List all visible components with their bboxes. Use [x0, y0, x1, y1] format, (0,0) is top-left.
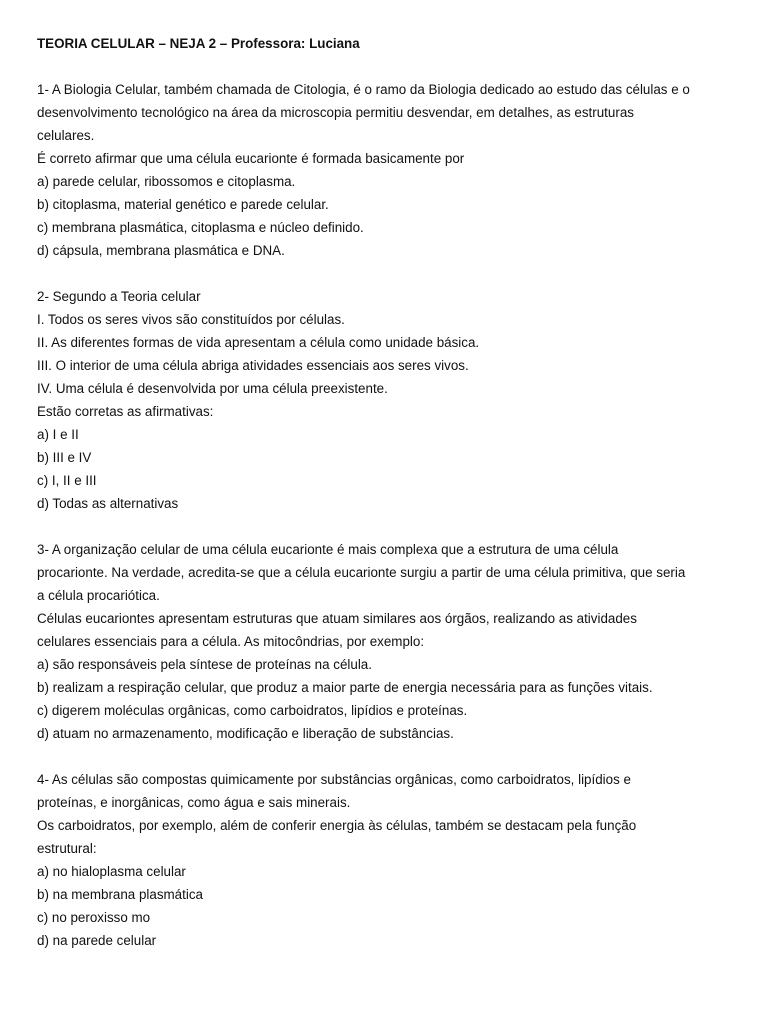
question-text-line: Células eucariontes apresentam estruturas que atuam similares aos órgãos, realizando as atividades	[37, 611, 637, 626]
answer-option-b: b) realizam a respiração celular, que produz a maior parte de energia necessária para as funções vitais.	[37, 680, 653, 695]
question-text-line: 2- Segundo a Teoria celular	[37, 289, 201, 304]
question-text-line: Os carboidratos, por exemplo, além de conferir energia às células, também se destacam pela função	[37, 818, 637, 833]
answer-option-a: a) parede celular, ribossomos e citoplasma.	[37, 174, 296, 189]
answer-option-a: a) no hialoplasma celular	[37, 864, 186, 879]
question-text-line: É correto afirmar que uma célula eucarionte é formada basicamente por	[37, 151, 465, 166]
question-text-line: proteínas, e inorgânicas, como água e sais minerais.	[37, 795, 351, 810]
document-page	[37, 32, 737, 975]
question-text-line: a célula procariótica.	[37, 588, 160, 603]
question-text-line: II. As diferentes formas de vida apresentam a célula como unidade básica.	[37, 335, 480, 350]
question-text-line: III. O interior de uma célula abriga atividades essenciais aos seres vivos.	[37, 358, 469, 373]
answer-option-d: d) Todas as alternativas	[37, 496, 179, 511]
answer-option-d: d) atuam no armazenamento, modificação e liberação de substâncias.	[37, 726, 454, 741]
question-text-line: 3- A organização celular de uma célula eucarionte é mais complexa que a estrutura de uma célula	[37, 542, 619, 557]
question-text-line: desenvolvimento tecnológico na área da microscopia permitiu desvendar, em detalhes, as estruturas	[37, 105, 634, 120]
question-2	[37, 285, 737, 515]
answer-option-c: c) digerem moléculas orgânicas, como carboidratos, lipídios e proteínas.	[37, 703, 468, 718]
question-1	[37, 78, 737, 262]
question-text-line: celulares essenciais para a célula. As mitocôndrias, por exemplo:	[37, 634, 425, 649]
question-text-line: I. Todos os seres vivos são constituídos por células.	[37, 312, 345, 327]
answer-option-b: b) citoplasma, material genético e parede celular.	[37, 197, 329, 212]
question-text-line: IV. Uma célula é desenvolvida por uma célula preexistente.	[37, 381, 388, 396]
answer-option-b: b) na membrana plasmática	[37, 887, 203, 902]
question-text-line: celulares.	[37, 128, 95, 143]
answer-option-b: b) III e IV	[37, 450, 92, 465]
answer-option-d: d) cápsula, membrana plasmática e DNA.	[37, 243, 285, 258]
question-text-line: Estão corretas as afirmativas:	[37, 404, 214, 419]
question-text-line: 4- As células são compostas quimicamente por substâncias orgânicas, como carboidratos, lipídios e	[37, 772, 631, 787]
question-text-line: estrutural:	[37, 841, 97, 856]
question-text-line: 1- A Biologia Celular, também chamada de Citologia, é o ramo da Biologia dedicado ao estudo das células e o	[37, 82, 690, 97]
answer-option-d: d) na parede celular	[37, 933, 157, 948]
question-4	[37, 768, 737, 952]
question-3	[37, 538, 737, 745]
answer-option-a: a) são responsáveis pela síntese de proteínas na célula.	[37, 657, 372, 672]
answer-option-c: c) no peroxisso mo	[37, 910, 151, 925]
document-title: TEORIA CELULAR – NEJA 2 – Professora: Luciana	[37, 36, 360, 51]
question-text-line: procarionte. Na verdade, acredita-se que a célula eucarionte surgiu a partir de uma célula primitiva, que seria	[37, 565, 686, 580]
answer-option-c: c) membrana plasmática, citoplasma e núcleo definido.	[37, 220, 364, 235]
answer-option-c: c) I, II e III	[37, 473, 97, 488]
answer-option-a: a) I e II	[37, 427, 79, 442]
